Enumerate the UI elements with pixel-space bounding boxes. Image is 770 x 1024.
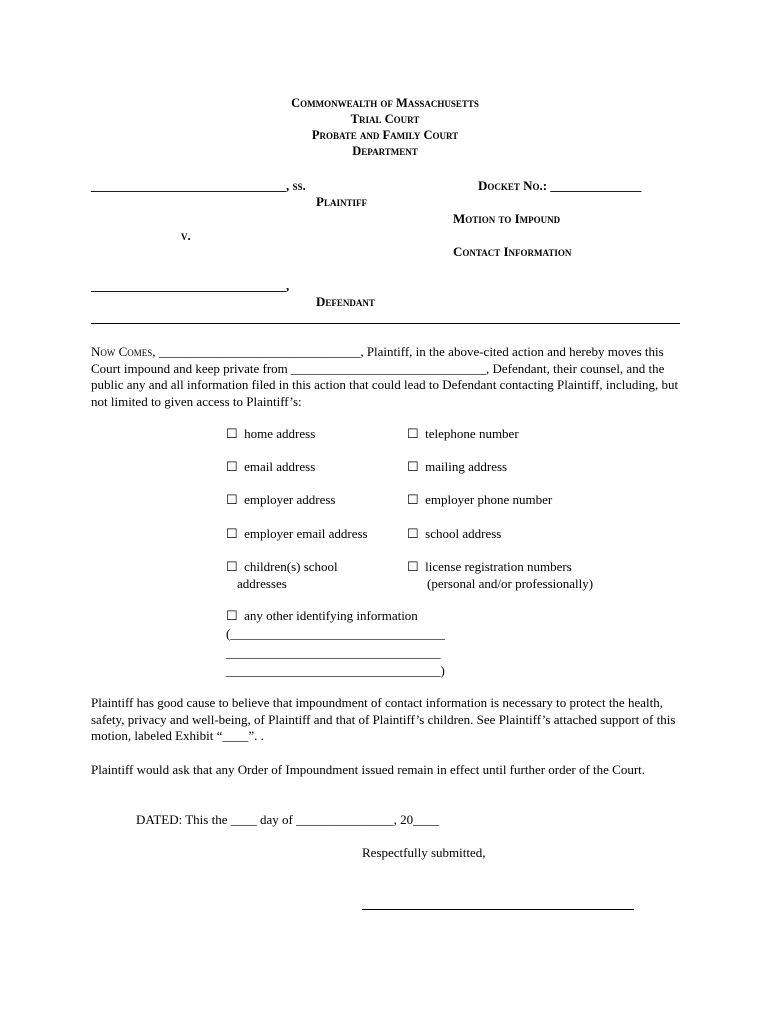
versus-label: v. — [181, 228, 191, 243]
docket-number: Docket No.: ______________ — [478, 178, 642, 193]
intro-text: _______________________________, Plaintiff, in the above-cited action and hereby moves this Court impound and keep private from ______________________________, Defendant, their counsel, and the public any and all information filed in this action that could lead to Defendant contacting Plaintiff, including, but not limited to given access to Plaintiff’s: — [91, 344, 679, 409]
checkbox-icon: ☐ — [226, 608, 238, 623]
county-blank: ______________________________, ss. — [91, 178, 306, 193]
remain-effect-paragraph: Plaintiff would ask that any Order of Impoundment issued remain in effect until further order of the Court. — [91, 762, 646, 777]
checkbox-icon: ☐ — [407, 426, 419, 441]
checkbox-icon: ☐ — [226, 492, 238, 507]
checkbox-icon: ☐ — [226, 426, 238, 441]
other-info-line2[interactable]: _________________________________ — [226, 645, 441, 660]
option-license-line2: (personal and/or professionally) — [427, 576, 594, 591]
good-cause-paragraph: Plaintiff has good cause to believe that impoundment of contact information is necessary to protect the health, safety, privacy and well-being, of Plaintiff and that of Plaintiff’s children. See Plaintiff’s attached support of this motion, labeled Exhibit “____”. . — [91, 695, 676, 743]
other-info-line1[interactable]: (_________________________________ — [226, 626, 445, 641]
option-email-address[interactable]: ☐ email address — [226, 459, 316, 474]
checkbox-icon: ☐ — [407, 526, 419, 541]
option-children-school[interactable]: ☐ children(s) school — [226, 559, 338, 574]
defendant-blank: ______________________________, — [91, 278, 290, 293]
option-mailing-address[interactable]: ☐ mailing address — [407, 459, 508, 474]
checkbox-icon: ☐ — [226, 559, 238, 574]
option-other-info[interactable]: ☐ any other identifying information — [226, 608, 418, 623]
checkbox-icon: ☐ — [226, 459, 238, 474]
option-school-address[interactable]: ☐ school address — [407, 526, 502, 541]
intro-paragraph — [91, 344, 681, 410]
option-employer-address[interactable]: ☐ employer address — [226, 492, 336, 507]
plaintiff-label: Plaintiff — [316, 194, 367, 209]
other-info-line3[interactable]: _________________________________) — [226, 663, 445, 678]
defendant-label: Defendant — [316, 294, 375, 309]
option-employer-phone[interactable]: ☐ employer phone number — [407, 492, 553, 507]
option-home-address[interactable]: ☐ home address — [226, 426, 316, 441]
checkbox-icon: ☐ — [407, 459, 419, 474]
motion-title-line2: Contact Information — [453, 244, 572, 259]
option-children-school-line2: addresses — [237, 576, 287, 591]
motion-title-line1: Motion to Impound — [453, 211, 561, 226]
dated-line[interactable]: DATED: This the ____ day of _______________, 20____ — [136, 812, 440, 827]
header-commonwealth: Commonwealth of Massachusetts — [291, 96, 479, 110]
now-comes-label: Now Comes, — [91, 344, 156, 359]
signature-line[interactable] — [362, 909, 634, 910]
option-employer-email[interactable]: ☐ employer email address — [226, 526, 368, 541]
checkbox-icon: ☐ — [407, 492, 419, 507]
header-probate-court: Probate and Family Court — [311, 128, 459, 142]
checkbox-icon: ☐ — [226, 526, 238, 541]
option-telephone-number[interactable]: ☐ telephone number — [407, 426, 519, 441]
option-license-numbers[interactable]: ☐ license registration numbers — [407, 559, 572, 574]
caption-divider — [91, 323, 680, 324]
header-trial-court: Trial Court — [350, 112, 420, 126]
respectfully-submitted: Respectfully submitted, — [362, 845, 486, 860]
header-department: Department — [352, 144, 418, 158]
checkbox-icon: ☐ — [407, 559, 419, 574]
